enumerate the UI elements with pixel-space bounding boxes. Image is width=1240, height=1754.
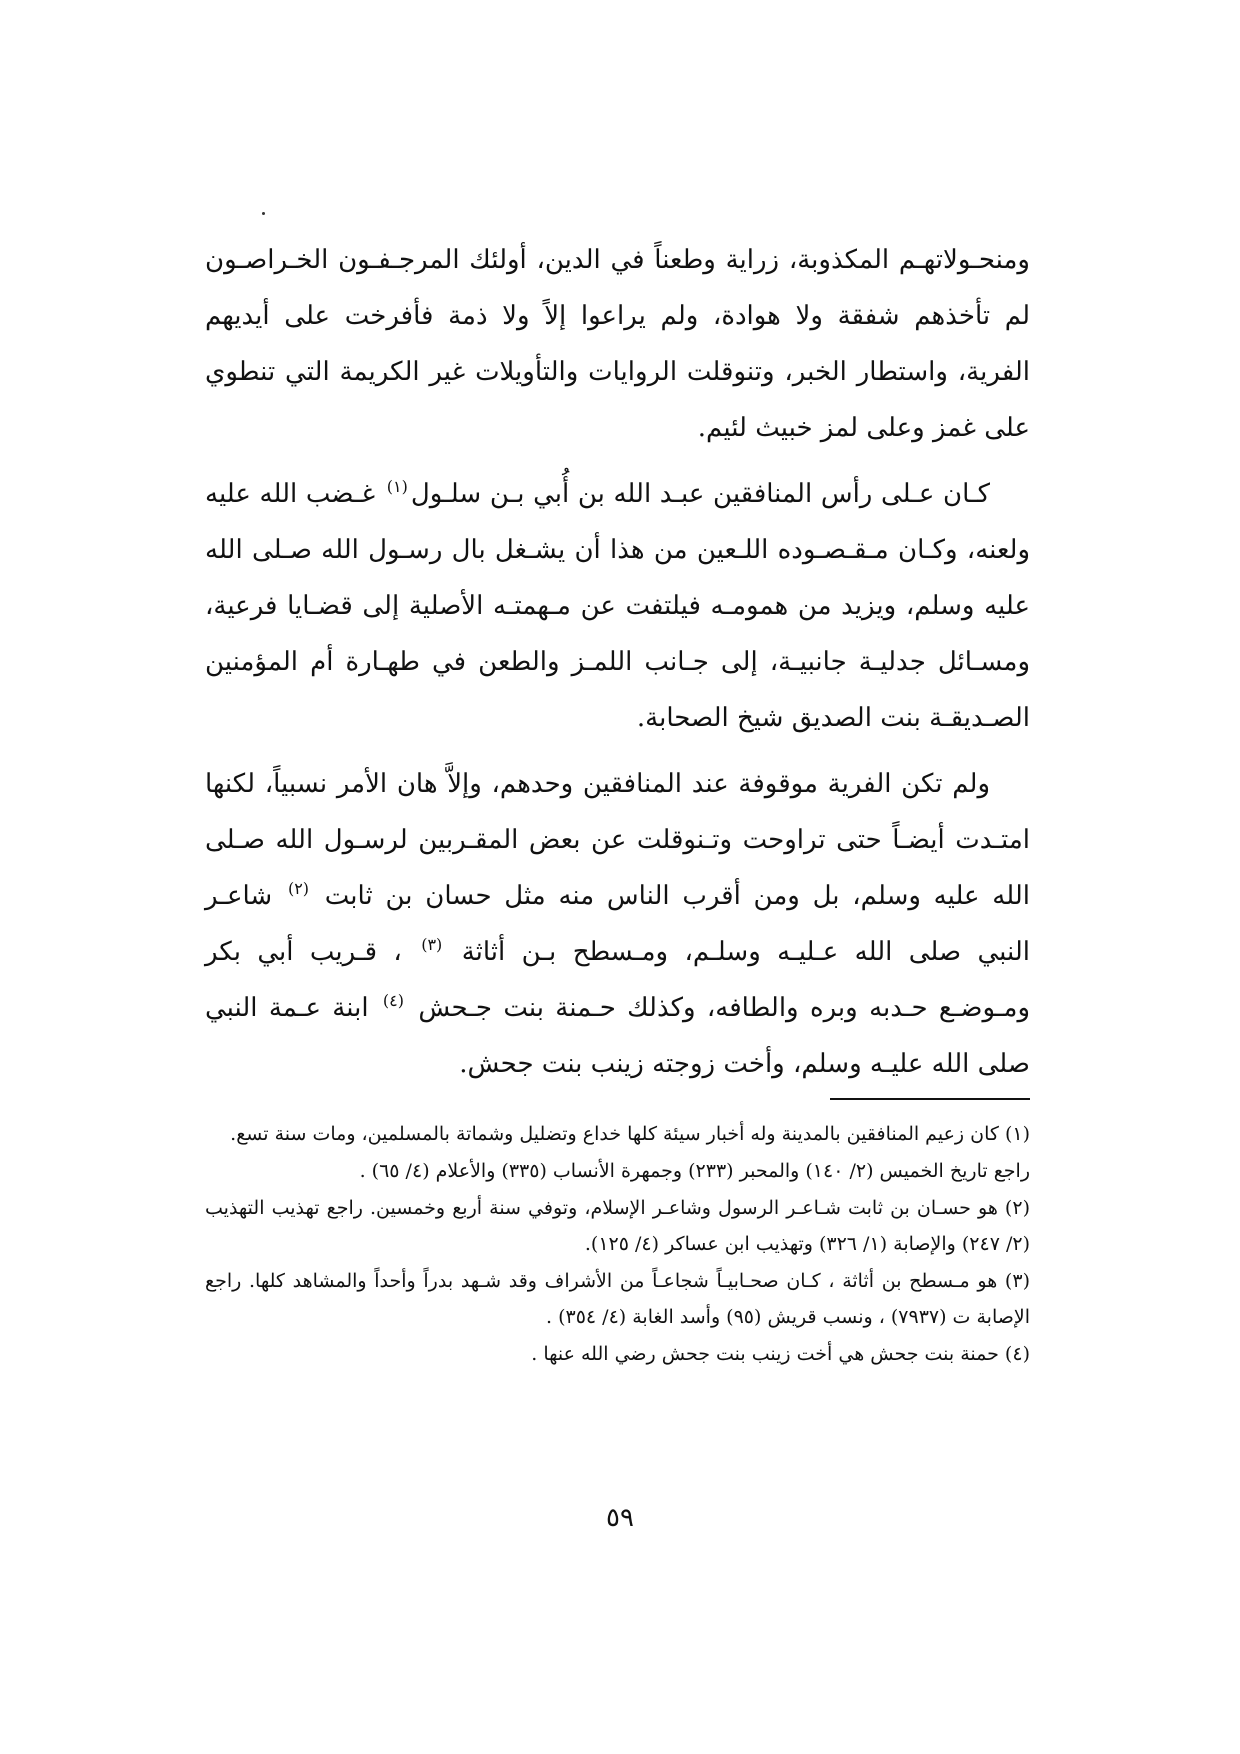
footnote-ref-3: (٣) (421, 935, 443, 955)
paragraph-2 (205, 466, 1030, 746)
paragraph-1: ومنحـولاتهـم المكذوبة، زراية وطعناً في الدين، أولئك المرجـفـون الخـراصـون لم تأخذهم شفقة ولا هوادة، ولم يراعوا إلاً ولا ذمة فأفرخت على أيديهم الفرية، واستطار الخبر، وتنوقلت الروايات والتأويلات غير الكريمة التي تنطوي على غمز وعلى لمز خبيث لئيم. (205, 245, 1030, 443)
footnote-ref-2: (٢) (287, 879, 310, 899)
page-number: ٥٩ (606, 1503, 634, 1533)
footnote-ref-1: (١) (386, 477, 408, 497)
footnote-3: (٣) هو مـسطح بن أثاثة ، كـان صحـابيـاً شجاعـاً من الأشراف وقد شـهد بدراً وأحداً والمشاهد كلها. راجع الإصابة ت (٧٩٣٧) ، ونسب قريش (٩٥) وأسد الغابة (٤/ ٣٥٤) . (205, 1270, 1030, 1328)
main-body-text (205, 232, 1030, 1102)
paragraph-3-part-c: ، قـريب أبي بكر ومـوضـع حـدبه وبره والطافه، وكذلك حـمنة بنت جـحش (205, 937, 1030, 1023)
paragraph-2-part-a: كـان عـلى رأس المنافقين عبـد الله بن أُبي بـن سلـول (410, 479, 991, 509)
footnotes (205, 1116, 1030, 1373)
footnote-ref-4: (٤) (382, 991, 404, 1011)
paragraph-2-part-b: غـضب الله عليه ولعنه، وكـان مـقـصـوده اللـعين من هذا أن يشـغل بال رسـول الله صـلى الله عليه وسلم، ويزيد من همومـه فيلتفت عن مـهمتـه الأصلية إلى قضـايا فرعية، ومسـائل جدليـة جانبيـة، إلى جـانب اللمـز والطعن في طهـارة أم المؤمنين الصـديقـة بنت الصديق شيخ الصحابة. (205, 479, 1030, 733)
footnote-4: (٤) حمنة بنت جحش هي أخت زينب بنت جحش رضي الله عنها . (531, 1343, 1030, 1365)
scan-speck (262, 212, 265, 215)
paragraph-3-part-b: شاعـر النبي صلى الله عـليـه وسلـم، ومـسطح بـن أثاثة (205, 881, 1031, 967)
footnote-1: (١) كان زعيم المنافقين بالمدينة وله أخبار سيئة كلها خداع وتضليل وشماتة بالمسلمين، ومات سنة تسع. (230, 1123, 1030, 1145)
paragraph-3-part-a: ولم تكن الفرية موقوفة عند المنافقين وحدهم، وإلاَّ هان الأمر نسبياً، لكنها امتـدت أيضـاً حتى تراوحت وتـنوقلت عن بعض المقـربين لرسـول الله صـلى الله عليه وسلم، بل ومن أقرب الناس منه مثل حسان بن ثابت (205, 769, 1030, 911)
footnote-2: (٢) هو حسـان بن ثابت شـاعـر الرسول وشاعـر الإسلام، وتوفي سنة أربع وخمسين. راجع تهذيب التهذيب (٢/ ٢٤٧) والإصابة (١/ ٣٢٦) وتهذيب ابن عساكر (٤/ ١٢٥). (205, 1197, 1030, 1255)
footnote-1-references: راجع تاريخ الخميس (٢/ ١٤٠) والمحبر (٢٣٣) وجمهرة الأنساب (٣٣٥) والأعلام (٤/ ٦٥) . (359, 1160, 1030, 1182)
footnote-separator (830, 1098, 1030, 1100)
paragraph-3 (205, 756, 1030, 1092)
paragraph-3-part-d: ابنة عـمة النبي صلى الله عليـه وسلم، وأخت زوجته زينب بنت جحش. (205, 993, 1030, 1079)
